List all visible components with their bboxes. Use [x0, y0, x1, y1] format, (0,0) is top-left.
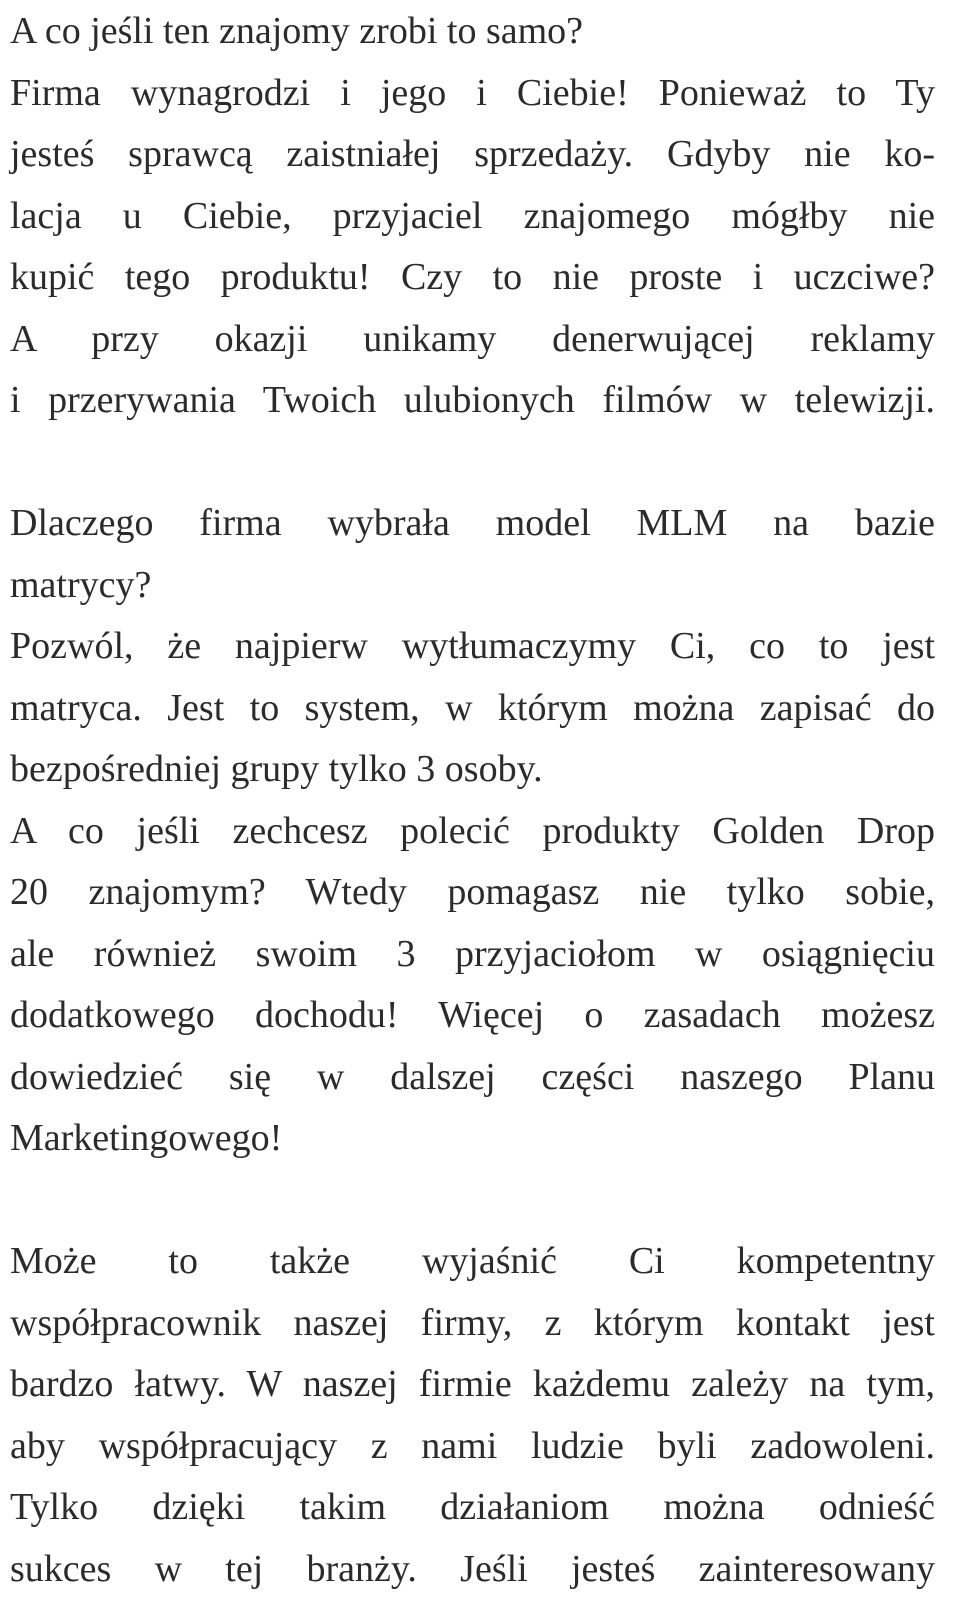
text-line: Dlaczego firma wybrała model MLM na bazie — [10, 493, 935, 555]
text-line: Pozwól, że najpierw wytłumaczymy Ci, co to jest — [10, 616, 935, 678]
text-line: bardzo łatwy. W naszej firmie każdemu zależy na tym, — [10, 1354, 935, 1416]
text-line: i przerywania Twoich ulubionych filmów w telewizji. — [10, 370, 935, 432]
text-line: 20 znajomym? Wtedy pomagasz nie tylko sobie, — [10, 862, 935, 924]
document-page — [10, 0, 935, 1600]
text-line: bezpośredniej grupy tylko 3 osoby. — [10, 739, 935, 801]
paragraph-spacer — [10, 432, 935, 494]
text-line: lacja u Ciebie, przyjaciel znajomego mógłby nie — [10, 186, 935, 248]
text-line: współpracownik naszej firmy, z którym kontakt jest — [10, 1293, 935, 1355]
text-line: sukces w tej branży. Jeśli jesteś zainteresowany — [10, 1539, 935, 1600]
text-line: Może to także wyjaśnić Ci kompetentny — [10, 1231, 935, 1293]
paragraph-spacer — [10, 1170, 935, 1232]
text-line: matrycy? — [10, 555, 935, 617]
text-line: Firma wynagrodzi i jego i Ciebie! Ponieważ to Ty — [10, 63, 935, 125]
text-line: dodatkowego dochodu! Więcej o zasadach możesz — [10, 985, 935, 1047]
paragraph-mlm-matrix — [10, 493, 935, 1170]
text-line: A co jeśli ten znajomy zrobi to samo? — [10, 1, 935, 63]
text-line: jesteś sprawcą zaistniałej sprzedaży. Gdyby nie ko- — [10, 124, 935, 186]
text-line: A co jeśli zechcesz polecić produkty Golden Drop — [10, 801, 935, 863]
text-line: dowiedzieć się w dalszej części naszego Planu — [10, 1047, 935, 1109]
text-line: Marketingowego! — [10, 1108, 935, 1170]
text-line: matryca. Jest to system, w którym można zapisać do — [10, 678, 935, 740]
text-line: kupić tego produktu! Czy to nie proste i uczciwe? — [10, 247, 935, 309]
text-line: ale również swoim 3 przyjaciołom w osiągnięciu — [10, 924, 935, 986]
paragraph-contact — [10, 1231, 935, 1600]
text-line: Tylko dzięki takim działaniom można odnieść — [10, 1477, 935, 1539]
text-line: A przy okazji unikamy denerwującej reklamy — [10, 309, 935, 371]
text-line: aby współpracujący z nami ludzie byli zadowoleni. — [10, 1416, 935, 1478]
paragraph-referral-reward — [10, 1, 935, 432]
